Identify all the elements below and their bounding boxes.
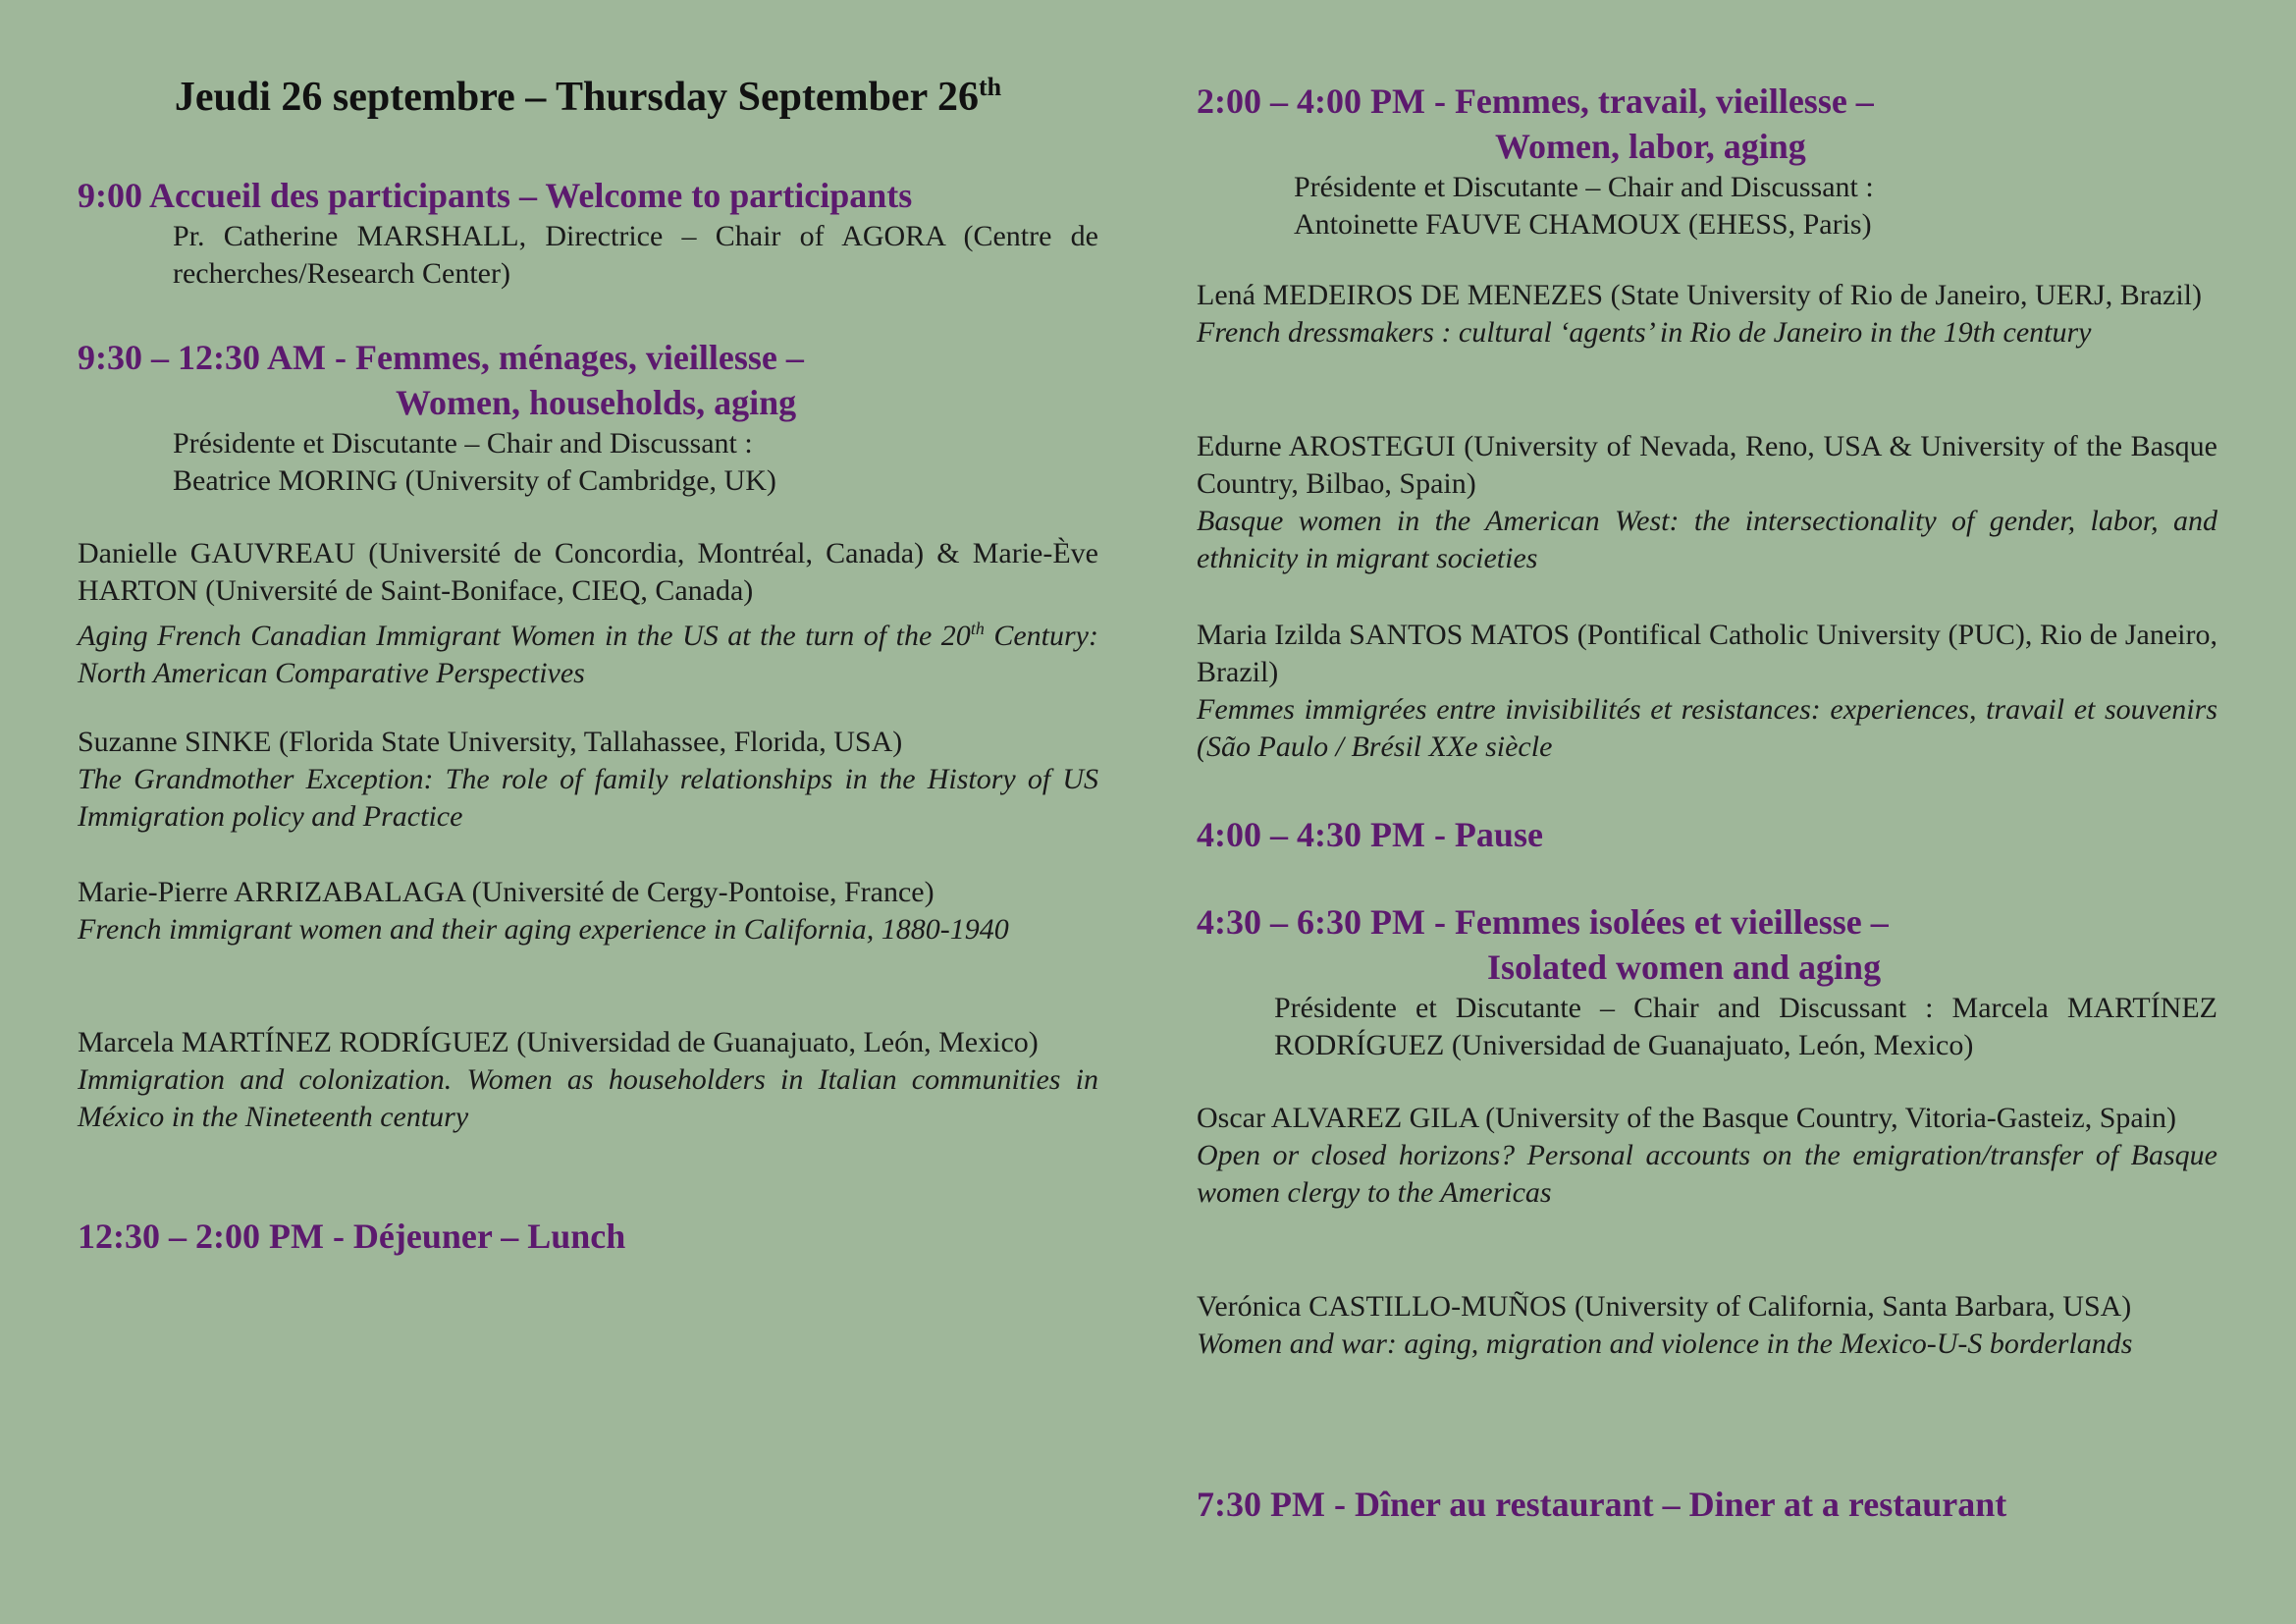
paper-alvarez-gila <box>1197 1100 2217 1212</box>
paper-sinke <box>78 724 1098 836</box>
paper-title: Aging French Canadian Immigrant Women in the US at the turn of the 20th Century: North American Comparative Perspectives <box>78 619 1098 689</box>
pause-heading: 4:00 – 4:30 PM - Pause <box>1197 815 1543 854</box>
session-2-chair-label: Présidente et Discutante – Chair and Discussant : <box>1294 171 1874 203</box>
paper-authors: Oscar ALVAREZ GILA (University of the Basque Country, Vitoria-Gasteiz, Spain) <box>1197 1102 2177 1134</box>
session-3-heading: 4:30 – 6:30 PM - Femmes isolées et vieillesse – Isolated women and aging <box>1197 902 1889 987</box>
session-3 <box>1197 899 2217 1064</box>
paper-authors: Danielle GAUVREAU (Université de Concordia, Montréal, Canada) & Marie-Ève HARTON (Université de Saint-Boniface, CIEQ, Canada) <box>78 537 1098 607</box>
paper-arrizabalaga <box>78 874 1098 948</box>
dinner-block <box>1197 1482 2217 1527</box>
welcome-block <box>78 173 1098 293</box>
paper-martinez <box>78 1024 1098 1136</box>
paper-authors: Suzanne SINKE (Florida State University, Tallahassee, Florida, USA) <box>78 726 903 758</box>
session-2-chair-name: Antoinette FAUVE CHAMOUX (EHESS, Paris) <box>1294 208 1872 241</box>
session-2 <box>1197 79 2217 244</box>
paper-gauvreau <box>78 535 1098 692</box>
session-1-heading: 9:30 – 12:30 AM - Femmes, ménages, vieillesse – Women, households, aging <box>78 338 804 422</box>
session-3-chair: Présidente et Discutante – Chair and Discussant : Marcela MARTÍNEZ RODRÍGUEZ (Universidad de Guanajuato, León, Mexico) <box>1274 992 2217 1061</box>
session-1-chair-name: Beatrice MORING (University of Cambridge, UK) <box>173 464 776 497</box>
paper-authors: Maria Izilda SANTOS MATOS (Pontifical Catholic University (PUC), Rio de Janeiro, Brazil) <box>1197 619 2217 688</box>
paper-title: Basque women in the American West: the intersectionality of gender, labor, and ethnicity in migrant societies <box>1197 505 2217 574</box>
paper-authors: Edurne AROSTEGUI (University of Nevada, Reno, USA & University of the Basque Country, Bilbao, Spain) <box>1197 430 2217 500</box>
session-1 <box>78 335 1098 500</box>
paper-castillo <box>1197 1288 2217 1363</box>
paper-authors: Verónica CASTILLO-MUÑOS (University of California, Santa Barbara, USA) <box>1197 1290 2132 1323</box>
paper-santos-matos <box>1197 617 2217 766</box>
paper-title: French immigrant women and their aging experience in California, 1880-1940 <box>78 913 1009 946</box>
paper-title: Femmes immigrées entre invisibilités et resistances: experiences, travail et souvenirs (São Paulo / Brésil XXe siècle <box>1197 693 2217 763</box>
pause-block <box>1197 812 2217 857</box>
paper-authors: Marcela MARTÍNEZ RODRÍGUEZ (Universidad de Guanajuato, León, Mexico) <box>78 1026 1039 1058</box>
paper-title: Women and war: aging, migration and violence in the Mexico-U-S borderlands <box>1197 1327 2133 1360</box>
lunch-heading: 12:30 – 2:00 PM - Déjeuner – Lunch <box>78 1217 626 1256</box>
session-1-chair-label: Présidente et Discutante – Chair and Discussant : <box>173 427 753 460</box>
welcome-text: Pr. Catherine MARSHALL, Directrice – Chair of AGORA (Centre de recherches/Research Center) <box>173 220 1098 290</box>
paper-arostegui <box>1197 428 2217 577</box>
paper-title: Open or closed horizons? Personal accounts on the emigration/transfer of Basque women clergy to the Americas <box>1197 1139 2217 1209</box>
paper-authors: Marie-Pierre ARRIZABALAGA (Université de Cergy-Pontoise, France) <box>78 876 934 908</box>
paper-medeiros <box>1197 277 2217 352</box>
paper-title: The Grandmother Exception: The role of family relationships in the History of US Immigration policy and Practice <box>78 763 1098 833</box>
paper-authors: Lená MEDEIROS DE MENEZES (State University of Rio de Janeiro, UERJ, Brazil) <box>1197 279 2202 311</box>
session-2-heading: 2:00 – 4:00 PM - Femmes, travail, vieillesse – Women, labor, aging <box>1197 81 1874 166</box>
dinner-heading: 7:30 PM - Dîner au restaurant – Diner at a restaurant <box>1197 1485 2007 1524</box>
paper-title: Immigration and colonization. Women as householders in Italian communities in México in the Nineteenth century <box>78 1063 1098 1133</box>
lunch-block <box>78 1214 1098 1259</box>
page-title: Jeudi 26 septembre – Thursday September 26th <box>174 73 1002 120</box>
welcome-heading: 9:00 Accueil des participants – Welcome to participants <box>78 176 913 215</box>
paper-title: French dressmakers : cultural ‘agents’ in Rio de Janeiro in the 19th century <box>1197 316 2092 349</box>
